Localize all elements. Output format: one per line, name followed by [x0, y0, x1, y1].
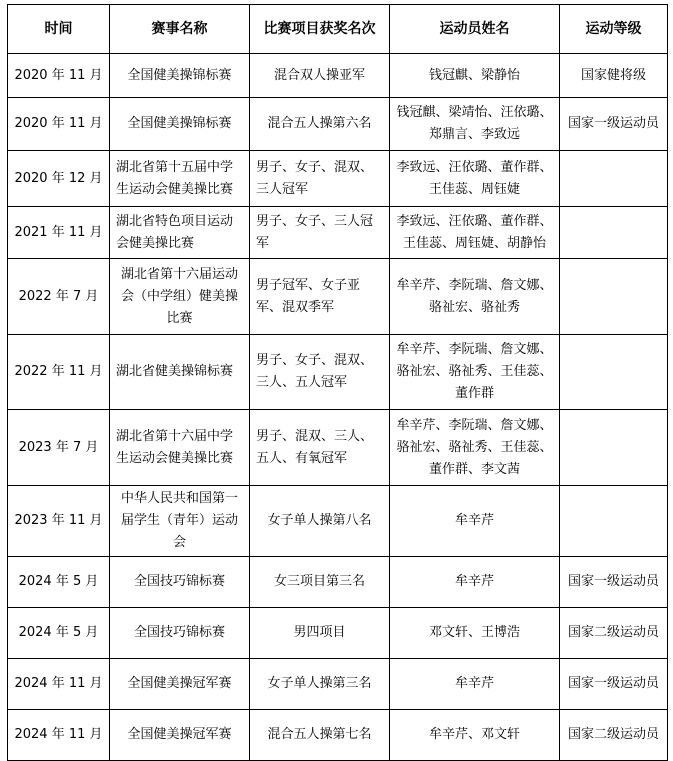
cell-athletes: 李致远、汪依璐、董作群、王佳蕊、周钰婕 — [390, 151, 560, 207]
header-result: 比赛项目获奖名次 — [250, 5, 390, 54]
cell-result: 混合五人操第七名 — [250, 710, 390, 761]
cell-time: 2024 年 5 月 — [8, 557, 110, 608]
awards-table-container — [7, 4, 668, 761]
cell-level — [560, 207, 668, 259]
table-row — [8, 54, 668, 98]
cell-level: 国家一级运动员 — [560, 659, 668, 710]
cell-result: 男四项目 — [250, 608, 390, 659]
cell-event: 全国健美操冠军赛 — [110, 659, 250, 710]
cell-result: 男子、女子、混双、三人、五人冠军 — [250, 335, 390, 410]
cell-athletes: 牟辛芹 — [390, 486, 560, 557]
cell-athletes: 钱冠麒、梁靖怡、汪依璐、郑鼎言、李致远 — [390, 98, 560, 151]
cell-athletes: 牟辛芹、邓文轩 — [390, 710, 560, 761]
cell-level: 国家二级运动员 — [560, 608, 668, 659]
table-row — [8, 557, 668, 608]
cell-level: 国家一级运动员 — [560, 557, 668, 608]
cell-time: 2024 年 11 月 — [8, 710, 110, 761]
cell-result: 女子单人操第八名 — [250, 486, 390, 557]
table-row — [8, 151, 668, 207]
cell-athletes: 牟辛芹、李阮瑞、詹文娜、骆祉宏、骆祉秀、王佳蕊、董作群 — [390, 335, 560, 410]
cell-athletes: 牟辛芹 — [390, 557, 560, 608]
cell-event: 全国健美操锦标赛 — [110, 54, 250, 98]
table-row — [8, 98, 668, 151]
table-row — [8, 608, 668, 659]
awards-table — [7, 4, 668, 761]
cell-athletes: 牟辛芹 — [390, 659, 560, 710]
cell-result: 混合五人操第六名 — [250, 98, 390, 151]
header-athletes: 运动员姓名 — [390, 5, 560, 54]
cell-result: 男子冠军、女子亚军、混双季军 — [250, 259, 390, 335]
cell-event: 湖北省第十六届中学生运动会健美操比赛 — [110, 410, 250, 486]
cell-result: 男子、女子、混双、三人冠军 — [250, 151, 390, 207]
cell-athletes: 牟辛芹、李阮瑞、詹文娜、骆祉宏、骆祉秀 — [390, 259, 560, 335]
cell-result: 女子单人操第三名 — [250, 659, 390, 710]
cell-level: 国家二级运动员 — [560, 710, 668, 761]
cell-time: 2020 年 12 月 — [8, 151, 110, 207]
table-row — [8, 259, 668, 335]
cell-time: 2022 年 7 月 — [8, 259, 110, 335]
cell-athletes: 牟辛芹、李阮瑞、詹文娜、骆祉宏、骆祉秀、王佳蕊、董作群、李文茜 — [390, 410, 560, 486]
cell-time: 2020 年 11 月 — [8, 54, 110, 98]
cell-level — [560, 259, 668, 335]
cell-time: 2020 年 11 月 — [8, 98, 110, 151]
table-row — [8, 335, 668, 410]
cell-level — [560, 151, 668, 207]
cell-athletes: 李致远、汪依璐、董作群、王佳蕊、周钰婕、胡静怡 — [390, 207, 560, 259]
table-row — [8, 410, 668, 486]
table-row — [8, 659, 668, 710]
header-event: 赛事名称 — [110, 5, 250, 54]
cell-result: 混合双人操亚军 — [250, 54, 390, 98]
header-row — [8, 5, 668, 54]
cell-time: 2022 年 11 月 — [8, 335, 110, 410]
table-row — [8, 710, 668, 761]
table-row — [8, 486, 668, 557]
cell-time: 2024 年 5 月 — [8, 608, 110, 659]
cell-level — [560, 335, 668, 410]
cell-time: 2024 年 11 月 — [8, 659, 110, 710]
cell-level — [560, 486, 668, 557]
cell-time: 2021 年 11 月 — [8, 207, 110, 259]
table-row — [8, 207, 668, 259]
cell-event: 全国技巧锦标赛 — [110, 608, 250, 659]
header-time: 时间 — [8, 5, 110, 54]
cell-athletes: 邓文轩、王博浩 — [390, 608, 560, 659]
cell-event: 湖北省第十六届运动会（中学组）健美操比赛 — [110, 259, 250, 335]
cell-result: 女三项目第三名 — [250, 557, 390, 608]
cell-event: 中华人民共和国第一届学生（青年）运动会 — [110, 486, 250, 557]
cell-event: 全国健美操冠军赛 — [110, 710, 250, 761]
cell-event: 湖北省特色项目运动会健美操比赛 — [110, 207, 250, 259]
cell-time: 2023 年 11 月 — [8, 486, 110, 557]
cell-result: 男子、混双、三人、五人、有氧冠军 — [250, 410, 390, 486]
cell-event: 湖北省第十五届中学生运动会健美操比赛 — [110, 151, 250, 207]
cell-level: 国家健将级 — [560, 54, 668, 98]
cell-event: 全国技巧锦标赛 — [110, 557, 250, 608]
cell-event: 湖北省健美操锦标赛 — [110, 335, 250, 410]
cell-time: 2023 年 7 月 — [8, 410, 110, 486]
cell-level: 国家一级运动员 — [560, 98, 668, 151]
cell-event: 全国健美操锦标赛 — [110, 98, 250, 151]
cell-level — [560, 410, 668, 486]
header-level: 运动等级 — [560, 5, 668, 54]
cell-athletes: 钱冠麒、梁静怡 — [390, 54, 560, 98]
cell-result: 男子、女子、三人冠军 — [250, 207, 390, 259]
